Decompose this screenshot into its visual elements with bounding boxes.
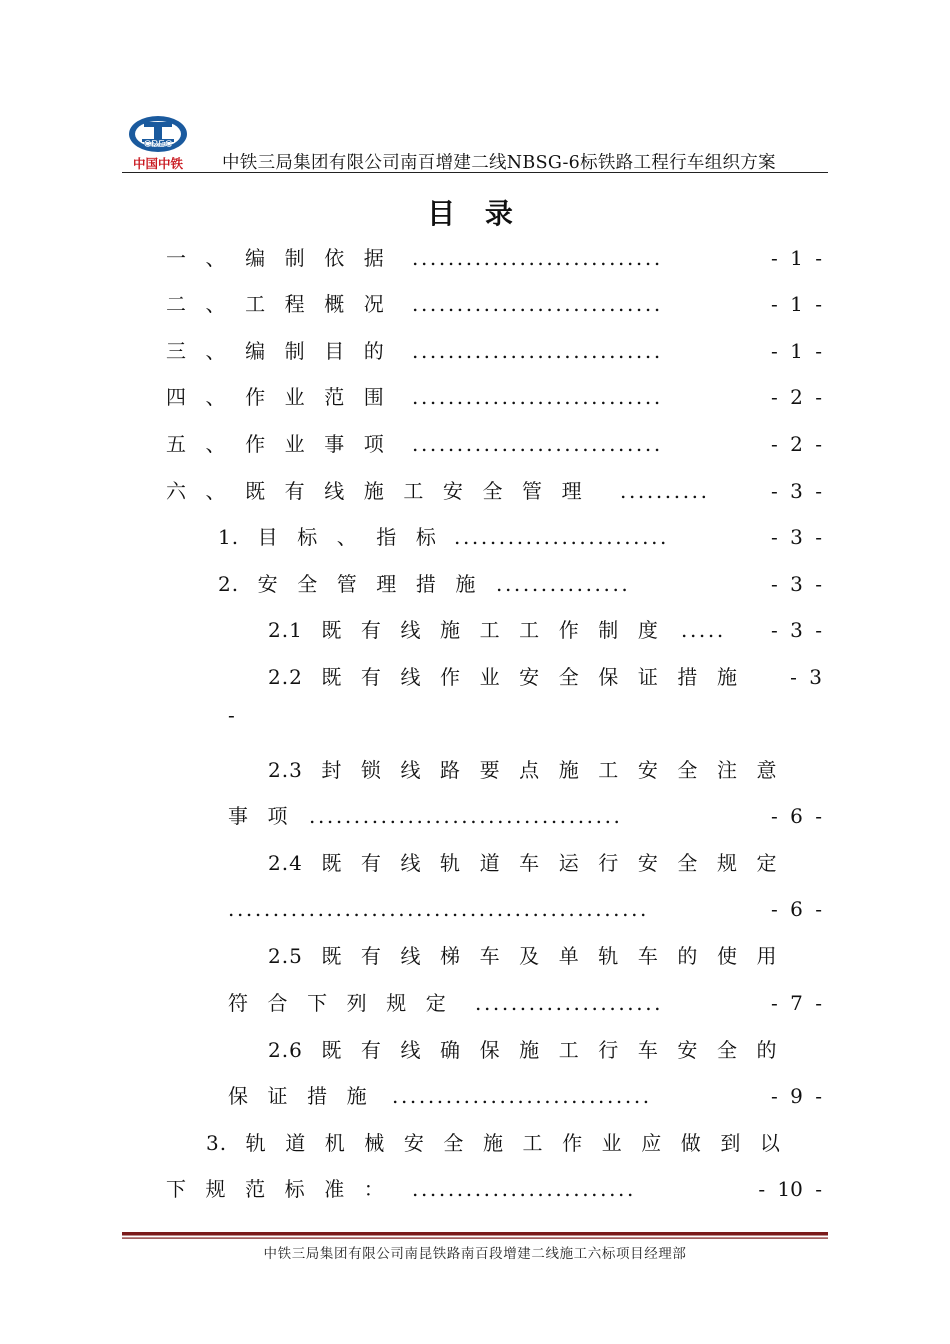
toc-entry-title: 六 、 既 有 线 施 工 安 全 管 理 xyxy=(166,479,583,503)
toc-page-number: - 3 xyxy=(790,665,822,689)
toc-page-number: - 1 - xyxy=(771,339,822,363)
toc-leader-dots: ............................................... xyxy=(228,897,649,921)
toc-leader-dots: ............................. xyxy=(392,1084,652,1108)
toc-entry-title: 2.2 既 有 线 作 业 安 全 保 证 措 施 xyxy=(268,665,738,689)
toc-page-number: - 1 - xyxy=(771,246,822,270)
toc-entry-title: 2.6 既 有 线 确 保 施 工 行 车 安 全 的 xyxy=(268,1038,778,1062)
toc-entry[interactable] xyxy=(166,336,822,366)
toc-page-number: - 9 - xyxy=(771,1084,822,1108)
toc-page-number: - 3 - xyxy=(771,572,822,596)
logo-mark-text: CREC xyxy=(143,139,173,150)
toc-page-number: - 10 - xyxy=(758,1177,822,1201)
toc-page-number: - 3 - xyxy=(771,525,822,549)
toc-page-number: - 2 - xyxy=(771,385,822,409)
toc-page-number: - 6 - xyxy=(771,804,822,828)
toc-leader-dots: ........................ xyxy=(454,525,669,549)
toc-page-number: - 3 - xyxy=(771,618,822,642)
toc-page-number: - 3 - xyxy=(771,479,822,503)
toc-entry-title: 符 合 下 列 规 定 xyxy=(228,991,447,1015)
toc-entry-title: 下 规 范 标 准 ： xyxy=(166,1177,385,1201)
toc-entry[interactable] xyxy=(166,941,822,971)
toc-entry-title: 1. 目 标 、 指 标 xyxy=(218,525,437,549)
toc-entry[interactable] xyxy=(166,848,822,878)
toc-entry[interactable] xyxy=(166,801,822,831)
toc-entry[interactable] xyxy=(166,476,822,506)
toc-leader-dots: .......... xyxy=(620,479,710,503)
toc-leader-dots: ............................ xyxy=(412,246,663,270)
toc-entry-title: 事 项 xyxy=(228,804,289,828)
toc-leader-dots: ..................... xyxy=(475,991,664,1015)
toc-leader-dots: ................................... xyxy=(309,804,623,828)
toc-entry-title: 2.1 既 有 线 施 工 工 作 制 度 xyxy=(268,618,659,642)
toc-page-continuation: - xyxy=(228,703,235,727)
toc-page-number: - 6 - xyxy=(771,897,822,921)
toc-leader-dots: ............................ xyxy=(412,432,663,456)
toc-entry[interactable] xyxy=(166,1174,822,1204)
toc-entry[interactable] xyxy=(166,1081,822,1111)
page-title: 目 录 xyxy=(427,197,523,230)
crec-logo xyxy=(122,112,194,172)
toc-entry-title: 3. 轨 道 机 械 安 全 施 工 作 业 应 做 到 以 xyxy=(206,1131,781,1155)
toc-entry-title: 一 、 编 制 依 据 xyxy=(166,246,385,270)
toc-entry[interactable] xyxy=(166,662,822,692)
toc-leader-dots: ............................ xyxy=(412,292,663,316)
header-title: 中铁三局集团有限公司南百增建二线NBSG-6标铁路工程行车组织方案 xyxy=(222,153,776,173)
page-header xyxy=(122,108,828,173)
toc-entry[interactable] xyxy=(166,615,822,645)
toc-entry-title: 2. 安 全 管 理 措 施 xyxy=(218,572,477,596)
toc-entry[interactable] xyxy=(166,429,822,459)
toc-entry[interactable] xyxy=(166,894,822,924)
toc-entry-title: 三 、 编 制 目 的 xyxy=(166,339,385,363)
toc-entry[interactable] xyxy=(166,382,822,412)
toc-entry-title: 2.3 封 锁 线 路 要 点 施 工 安 全 注 意 xyxy=(268,758,778,782)
toc-entry-title: 保 证 措 施 xyxy=(228,1084,368,1108)
footer-text: 中铁三局集团有限公司南昆铁路南百段增建二线施工六标项目经理部 xyxy=(263,1246,687,1262)
toc-leader-dots: ............... xyxy=(496,572,631,596)
footer-rule xyxy=(122,1226,828,1235)
toc-entry[interactable] xyxy=(166,569,822,599)
toc-entry[interactable] xyxy=(166,1035,822,1065)
toc-entry-title: 五 、 作 业 事 项 xyxy=(166,432,385,456)
toc-entry-title: 2.4 既 有 线 轨 道 车 运 行 安 全 规 定 xyxy=(268,851,778,875)
logo-caption: 中国中铁 xyxy=(132,156,184,171)
toc-page-number: - 1 - xyxy=(771,292,822,316)
toc-entry-title: 2.5 既 有 线 梯 车 及 单 轨 车 的 使 用 xyxy=(268,944,778,968)
toc-entry[interactable] xyxy=(166,289,822,319)
toc-leader-dots: ............................ xyxy=(412,339,663,363)
toc-leader-dots: ............................ xyxy=(412,385,663,409)
toc-entry[interactable] xyxy=(166,1128,822,1158)
toc-leader-dots: ......................... xyxy=(412,1177,636,1201)
toc-entry[interactable] xyxy=(166,243,822,273)
toc-entry-title: 四 、 作 业 范 围 xyxy=(166,385,385,409)
toc-entry[interactable] xyxy=(166,755,822,785)
toc-entry[interactable] xyxy=(166,988,822,1018)
toc-entry[interactable] xyxy=(166,522,822,552)
toc-leader-dots: ..... xyxy=(681,618,726,642)
toc-entry-title: 二 、 工 程 概 况 xyxy=(166,292,385,316)
toc-page-number: - 2 - xyxy=(771,432,822,456)
toc-page-number: - 7 - xyxy=(771,991,822,1015)
